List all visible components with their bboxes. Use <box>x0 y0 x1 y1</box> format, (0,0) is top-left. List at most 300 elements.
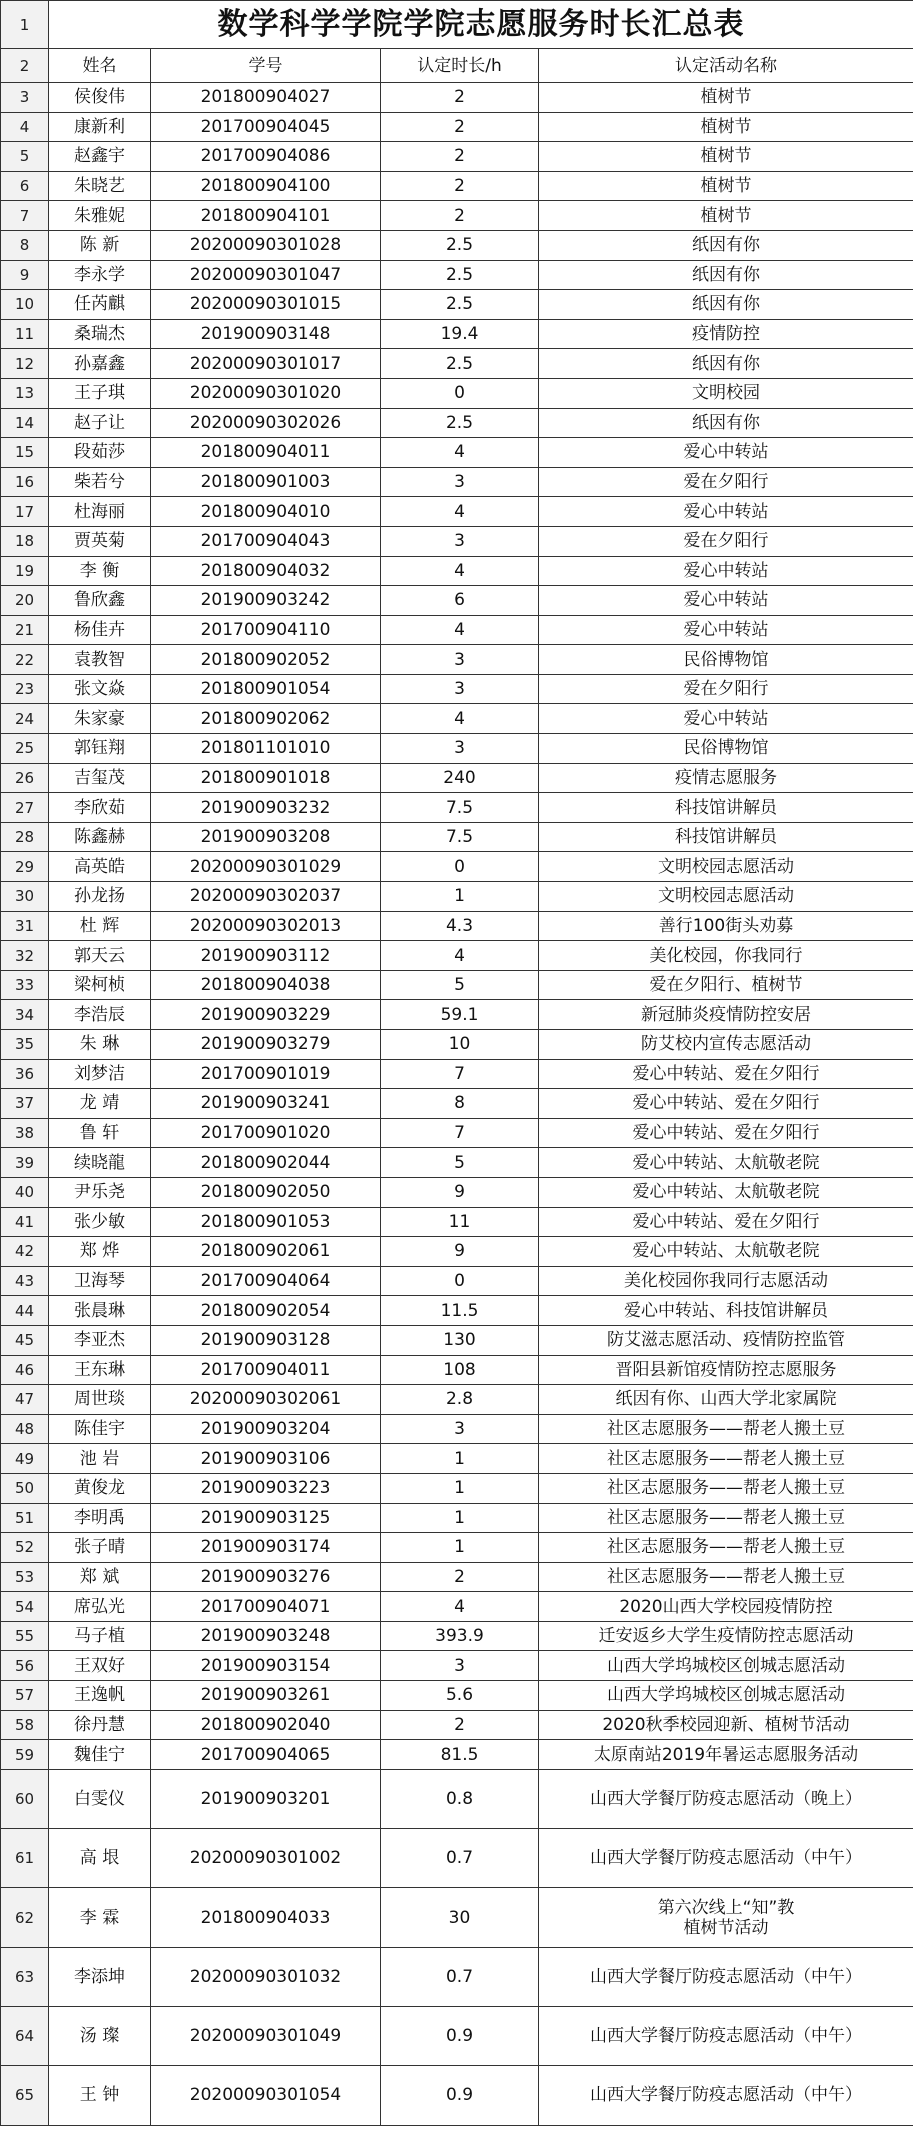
row-number[interactable]: 65 <box>1 2066 49 2125</box>
activity-cell[interactable]: 社区志愿服务——帮老人搬土豆 <box>539 1562 913 1592</box>
name-cell[interactable]: 杜海丽 <box>49 497 151 527</box>
student-id-cell[interactable]: 201900903276 <box>151 1562 381 1592</box>
row-number[interactable]: 54 <box>1 1592 49 1622</box>
row-number[interactable]: 11 <box>1 319 49 349</box>
hours-cell[interactable]: 2 <box>381 171 539 201</box>
name-cell[interactable]: 赵子让 <box>49 408 151 438</box>
activity-cell[interactable]: 爱心中转站 <box>539 497 913 527</box>
student-id-cell[interactable]: 201700901019 <box>151 1059 381 1089</box>
hours-cell[interactable]: 2.8 <box>381 1385 539 1415</box>
row-number[interactable]: 63 <box>1 1947 49 2006</box>
student-id-cell[interactable]: 201900903208 <box>151 822 381 852</box>
row-number[interactable]: 49 <box>1 1444 49 1474</box>
name-cell[interactable]: 徐丹慧 <box>49 1710 151 1740</box>
student-id-cell[interactable]: 20200090301029 <box>151 852 381 882</box>
row-number[interactable]: 28 <box>1 822 49 852</box>
student-id-cell[interactable]: 201800902061 <box>151 1237 381 1267</box>
student-id-cell[interactable]: 201700904043 <box>151 526 381 556</box>
hours-cell[interactable]: 19.4 <box>381 319 539 349</box>
activity-cell[interactable]: 2020秋季校园迎新、植树节活动 <box>539 1710 913 1740</box>
hours-cell[interactable]: 3 <box>381 1414 539 1444</box>
student-id-cell[interactable]: 201900903174 <box>151 1533 381 1563</box>
student-id-cell[interactable]: 201800904033 <box>151 1888 381 1947</box>
hours-cell[interactable]: 2.5 <box>381 408 539 438</box>
hours-cell[interactable]: 130 <box>381 1325 539 1355</box>
hours-cell[interactable]: 2.5 <box>381 349 539 379</box>
hours-cell[interactable]: 0 <box>381 852 539 882</box>
name-cell[interactable]: 段茹莎 <box>49 438 151 468</box>
student-id-cell[interactable]: 20200090301017 <box>151 349 381 379</box>
student-id-cell[interactable]: 20200090301028 <box>151 230 381 260</box>
row-number[interactable]: 43 <box>1 1266 49 1296</box>
row-number[interactable]: 55 <box>1 1621 49 1651</box>
name-cell[interactable]: 袁教智 <box>49 645 151 675</box>
row-number[interactable]: 17 <box>1 497 49 527</box>
hours-cell[interactable]: 3 <box>381 645 539 675</box>
hours-cell[interactable]: 2.5 <box>381 230 539 260</box>
name-cell[interactable]: 高 垠 <box>49 1829 151 1888</box>
hours-cell[interactable]: 10 <box>381 1030 539 1060</box>
row-number[interactable]: 15 <box>1 438 49 468</box>
student-id-cell[interactable]: 201900903241 <box>151 1089 381 1119</box>
student-id-cell[interactable]: 201700904011 <box>151 1355 381 1385</box>
student-id-cell[interactable]: 201900903148 <box>151 319 381 349</box>
name-cell[interactable]: 白雯仪 <box>49 1769 151 1828</box>
name-cell[interactable]: 赵鑫宇 <box>49 142 151 172</box>
activity-cell[interactable]: 第六次线上“知”教 植树节活动 <box>539 1888 913 1947</box>
student-id-cell[interactable]: 201800901054 <box>151 674 381 704</box>
name-cell[interactable]: 朱家豪 <box>49 704 151 734</box>
activity-cell[interactable]: 爱在夕阳行 <box>539 467 913 497</box>
name-cell[interactable]: 续晓龍 <box>49 1148 151 1178</box>
name-cell[interactable]: 高英皓 <box>49 852 151 882</box>
activity-cell[interactable]: 2020山西大学校园疫情防控 <box>539 1592 913 1622</box>
hours-cell[interactable]: 4 <box>381 704 539 734</box>
row-number[interactable]: 6 <box>1 171 49 201</box>
row-number[interactable]: 64 <box>1 2007 49 2066</box>
activity-cell[interactable]: 文明校园 <box>539 378 913 408</box>
hours-cell[interactable]: 81.5 <box>381 1740 539 1770</box>
row-number[interactable]: 51 <box>1 1503 49 1533</box>
activity-cell[interactable]: 植树节 <box>539 142 913 172</box>
student-id-cell[interactable]: 201800902040 <box>151 1710 381 1740</box>
activity-cell[interactable]: 社区志愿服务——帮老人搬土豆 <box>539 1444 913 1474</box>
row-number[interactable]: 56 <box>1 1651 49 1681</box>
activity-cell[interactable]: 纸因有你 <box>539 290 913 320</box>
activity-cell[interactable]: 防艾校内宣传志愿活动 <box>539 1030 913 1060</box>
student-id-cell[interactable]: 201800901018 <box>151 763 381 793</box>
name-cell[interactable]: 池 岩 <box>49 1444 151 1474</box>
activity-cell[interactable]: 纸因有你 <box>539 260 913 290</box>
activity-cell[interactable]: 爱心中转站、爱在夕阳行 <box>539 1118 913 1148</box>
row-number[interactable]: 13 <box>1 378 49 408</box>
student-id-cell[interactable]: 20200090301054 <box>151 2066 381 2125</box>
hours-cell[interactable]: 8 <box>381 1089 539 1119</box>
student-id-cell[interactable]: 20200090301002 <box>151 1829 381 1888</box>
hours-cell[interactable]: 7.5 <box>381 822 539 852</box>
name-cell[interactable]: 李 霖 <box>49 1888 151 1947</box>
row-number[interactable]: 4 <box>1 112 49 142</box>
row-number[interactable]: 48 <box>1 1414 49 1444</box>
row-number[interactable]: 9 <box>1 260 49 290</box>
activity-cell[interactable]: 疫情志愿服务 <box>539 763 913 793</box>
hours-cell[interactable]: 7.5 <box>381 793 539 823</box>
student-id-cell[interactable]: 201800902054 <box>151 1296 381 1326</box>
activity-cell[interactable]: 爱在夕阳行、植树节 <box>539 970 913 1000</box>
row-number[interactable]: 45 <box>1 1325 49 1355</box>
name-cell[interactable]: 龙 靖 <box>49 1089 151 1119</box>
student-id-cell[interactable]: 201900903125 <box>151 1503 381 1533</box>
student-id-cell[interactable]: 201700904064 <box>151 1266 381 1296</box>
activity-cell[interactable]: 纸因有你 <box>539 408 913 438</box>
hours-cell[interactable]: 3 <box>381 1651 539 1681</box>
activity-cell[interactable]: 新冠肺炎疫情防控安居 <box>539 1000 913 1030</box>
name-cell[interactable]: 朱晓艺 <box>49 171 151 201</box>
row-number[interactable]: 42 <box>1 1237 49 1267</box>
name-cell[interactable]: 张文焱 <box>49 674 151 704</box>
header-hours[interactable]: 认定时长/h <box>381 49 539 83</box>
hours-cell[interactable]: 2.5 <box>381 290 539 320</box>
sheet-title[interactable]: 数学科学学院学院志愿服务时长汇总表 <box>49 1 913 49</box>
name-cell[interactable]: 李亚杰 <box>49 1325 151 1355</box>
hours-cell[interactable]: 393.9 <box>381 1621 539 1651</box>
student-id-cell[interactable]: 201900903261 <box>151 1681 381 1711</box>
name-cell[interactable]: 张晨琳 <box>49 1296 151 1326</box>
name-cell[interactable]: 王东琳 <box>49 1355 151 1385</box>
activity-cell[interactable]: 山西大学餐厅防疫志愿活动（中午） <box>539 1829 913 1888</box>
name-cell[interactable]: 鲁 轩 <box>49 1118 151 1148</box>
row-number[interactable]: 1 <box>1 1 49 49</box>
student-id-cell[interactable]: 201900903128 <box>151 1325 381 1355</box>
row-number[interactable]: 61 <box>1 1829 49 1888</box>
activity-cell[interactable]: 文明校园志愿活动 <box>539 852 913 882</box>
activity-cell[interactable]: 爱心中转站、爱在夕阳行 <box>539 1059 913 1089</box>
activity-cell[interactable]: 美化校园，你我同行 <box>539 941 913 971</box>
hours-cell[interactable]: 1 <box>381 1473 539 1503</box>
hours-cell[interactable]: 2 <box>381 201 539 231</box>
hours-cell[interactable]: 0.8 <box>381 1769 539 1828</box>
activity-cell[interactable]: 植树节 <box>539 201 913 231</box>
student-id-cell[interactable]: 201801101010 <box>151 734 381 764</box>
name-cell[interactable]: 桑瑞杰 <box>49 319 151 349</box>
name-cell[interactable]: 周世琰 <box>49 1385 151 1415</box>
name-cell[interactable]: 杜 辉 <box>49 911 151 941</box>
student-id-cell[interactable]: 201800904100 <box>151 171 381 201</box>
student-id-cell[interactable]: 20200090301049 <box>151 2007 381 2066</box>
activity-cell[interactable]: 爱心中转站 <box>539 615 913 645</box>
activity-cell[interactable]: 山西大学餐厅防疫志愿活动（晚上） <box>539 1769 913 1828</box>
activity-cell[interactable]: 社区志愿服务——帮老人搬土豆 <box>539 1533 913 1563</box>
hours-cell[interactable]: 4 <box>381 497 539 527</box>
student-id-cell[interactable]: 201800904010 <box>151 497 381 527</box>
student-id-cell[interactable]: 20200090302013 <box>151 911 381 941</box>
activity-cell[interactable]: 美化校园你我同行志愿活动 <box>539 1266 913 1296</box>
row-number[interactable]: 62 <box>1 1888 49 1947</box>
row-number[interactable]: 27 <box>1 793 49 823</box>
hours-cell[interactable]: 9 <box>381 1237 539 1267</box>
activity-cell[interactable]: 植树节 <box>539 171 913 201</box>
hours-cell[interactable]: 2.5 <box>381 260 539 290</box>
name-cell[interactable]: 张少敏 <box>49 1207 151 1237</box>
activity-cell[interactable]: 爱在夕阳行 <box>539 526 913 556</box>
student-id-cell[interactable]: 201900903229 <box>151 1000 381 1030</box>
row-number[interactable]: 31 <box>1 911 49 941</box>
student-id-cell[interactable]: 201900903248 <box>151 1621 381 1651</box>
student-id-cell[interactable]: 201900903154 <box>151 1651 381 1681</box>
row-number[interactable]: 16 <box>1 467 49 497</box>
hours-cell[interactable]: 4 <box>381 615 539 645</box>
row-number[interactable]: 19 <box>1 556 49 586</box>
row-number[interactable]: 14 <box>1 408 49 438</box>
hours-cell[interactable]: 4 <box>381 438 539 468</box>
name-cell[interactable]: 魏佳宁 <box>49 1740 151 1770</box>
student-id-cell[interactable]: 20200090301047 <box>151 260 381 290</box>
name-cell[interactable]: 李明禹 <box>49 1503 151 1533</box>
row-number[interactable]: 60 <box>1 1769 49 1828</box>
name-cell[interactable]: 梁柯桢 <box>49 970 151 1000</box>
hours-cell[interactable]: 1 <box>381 882 539 912</box>
student-id-cell[interactable]: 201700904065 <box>151 1740 381 1770</box>
student-id-cell[interactable]: 20200090302061 <box>151 1385 381 1415</box>
row-number[interactable]: 24 <box>1 704 49 734</box>
row-number[interactable]: 39 <box>1 1148 49 1178</box>
name-cell[interactable]: 刘梦洁 <box>49 1059 151 1089</box>
student-id-cell[interactable]: 201900903232 <box>151 793 381 823</box>
activity-cell[interactable]: 社区志愿服务——帮老人搬土豆 <box>539 1503 913 1533</box>
header-activity[interactable]: 认定活动名称 <box>539 49 913 83</box>
activity-cell[interactable]: 疫情防控 <box>539 319 913 349</box>
row-number[interactable]: 3 <box>1 83 49 113</box>
student-id-cell[interactable]: 201800902044 <box>151 1148 381 1178</box>
student-id-cell[interactable]: 201900903204 <box>151 1414 381 1444</box>
hours-cell[interactable]: 5 <box>381 1148 539 1178</box>
name-cell[interactable]: 李 衡 <box>49 556 151 586</box>
row-number[interactable]: 21 <box>1 615 49 645</box>
activity-cell[interactable]: 山西大学餐厅防疫志愿活动（中午） <box>539 2066 913 2125</box>
row-number[interactable]: 50 <box>1 1473 49 1503</box>
row-number[interactable]: 40 <box>1 1177 49 1207</box>
name-cell[interactable]: 王 钟 <box>49 2066 151 2125</box>
name-cell[interactable]: 席弘光 <box>49 1592 151 1622</box>
row-number[interactable]: 52 <box>1 1533 49 1563</box>
hours-cell[interactable]: 11 <box>381 1207 539 1237</box>
student-id-cell[interactable]: 201700904086 <box>151 142 381 172</box>
student-id-cell[interactable]: 201900903279 <box>151 1030 381 1060</box>
name-cell[interactable]: 贾英菊 <box>49 526 151 556</box>
student-id-cell[interactable]: 20200090302026 <box>151 408 381 438</box>
row-number[interactable]: 20 <box>1 586 49 616</box>
hours-cell[interactable]: 240 <box>381 763 539 793</box>
name-cell[interactable]: 黄俊龙 <box>49 1473 151 1503</box>
student-id-cell[interactable]: 201700904110 <box>151 615 381 645</box>
row-number[interactable]: 2 <box>1 49 49 83</box>
name-cell[interactable]: 陈 新 <box>49 230 151 260</box>
hours-cell[interactable]: 1 <box>381 1444 539 1474</box>
name-cell[interactable]: 吉玺茂 <box>49 763 151 793</box>
hours-cell[interactable]: 0.9 <box>381 2066 539 2125</box>
name-cell[interactable]: 陈佳宇 <box>49 1414 151 1444</box>
name-cell[interactable]: 马子植 <box>49 1621 151 1651</box>
row-number[interactable]: 44 <box>1 1296 49 1326</box>
student-id-cell[interactable]: 201800904101 <box>151 201 381 231</box>
name-cell[interactable]: 李永学 <box>49 260 151 290</box>
student-id-cell[interactable]: 201900903112 <box>151 941 381 971</box>
activity-cell[interactable]: 爱心中转站 <box>539 438 913 468</box>
name-cell[interactable]: 郑 烨 <box>49 1237 151 1267</box>
student-id-cell[interactable]: 201800902062 <box>151 704 381 734</box>
hours-cell[interactable]: 0.9 <box>381 2007 539 2066</box>
name-cell[interactable]: 李欣茹 <box>49 793 151 823</box>
row-number[interactable]: 22 <box>1 645 49 675</box>
activity-cell[interactable]: 山西大学餐厅防疫志愿活动（中午） <box>539 1947 913 2006</box>
row-number[interactable]: 38 <box>1 1118 49 1148</box>
hours-cell[interactable]: 4 <box>381 1592 539 1622</box>
activity-cell[interactable]: 爱在夕阳行 <box>539 674 913 704</box>
activity-cell[interactable]: 社区志愿服务——帮老人搬土豆 <box>539 1414 913 1444</box>
activity-cell[interactable]: 科技馆讲解员 <box>539 793 913 823</box>
hours-cell[interactable]: 0.7 <box>381 1829 539 1888</box>
activity-cell[interactable]: 太原南站2019年暑运志愿服务活动 <box>539 1740 913 1770</box>
row-number[interactable]: 32 <box>1 941 49 971</box>
activity-cell[interactable]: 爱心中转站、太航敬老院 <box>539 1148 913 1178</box>
hours-cell[interactable]: 6 <box>381 586 539 616</box>
activity-cell[interactable]: 爱心中转站、科技馆讲解员 <box>539 1296 913 1326</box>
name-cell[interactable]: 汤 璨 <box>49 2007 151 2066</box>
hours-cell[interactable]: 3 <box>381 526 539 556</box>
name-cell[interactable]: 郑 斌 <box>49 1562 151 1592</box>
name-cell[interactable]: 尹乐尧 <box>49 1177 151 1207</box>
hours-cell[interactable]: 1 <box>381 1533 539 1563</box>
row-number[interactable]: 30 <box>1 882 49 912</box>
row-number[interactable]: 37 <box>1 1089 49 1119</box>
row-number[interactable]: 53 <box>1 1562 49 1592</box>
row-number[interactable]: 57 <box>1 1681 49 1711</box>
activity-cell[interactable]: 民俗博物馆 <box>539 645 913 675</box>
row-number[interactable]: 8 <box>1 230 49 260</box>
student-id-cell[interactable]: 201700901020 <box>151 1118 381 1148</box>
student-id-cell[interactable]: 201800904038 <box>151 970 381 1000</box>
name-cell[interactable]: 鲁欣鑫 <box>49 586 151 616</box>
student-id-cell[interactable]: 201900903242 <box>151 586 381 616</box>
row-number[interactable]: 47 <box>1 1385 49 1415</box>
row-number[interactable]: 29 <box>1 852 49 882</box>
hours-cell[interactable]: 30 <box>381 1888 539 1947</box>
activity-cell[interactable]: 爱心中转站 <box>539 586 913 616</box>
name-cell[interactable]: 郭钰翔 <box>49 734 151 764</box>
hours-cell[interactable]: 2 <box>381 112 539 142</box>
name-cell[interactable]: 朱 琳 <box>49 1030 151 1060</box>
activity-cell[interactable]: 社区志愿服务——帮老人搬土豆 <box>539 1473 913 1503</box>
hours-cell[interactable]: 4 <box>381 556 539 586</box>
hours-cell[interactable]: 9 <box>381 1177 539 1207</box>
name-cell[interactable]: 柴若兮 <box>49 467 151 497</box>
student-id-cell[interactable]: 201800901003 <box>151 467 381 497</box>
student-id-cell[interactable]: 201900903201 <box>151 1769 381 1828</box>
student-id-cell[interactable]: 201800904011 <box>151 438 381 468</box>
hours-cell[interactable]: 108 <box>381 1355 539 1385</box>
student-id-cell[interactable]: 201800904032 <box>151 556 381 586</box>
student-id-cell[interactable]: 201800901053 <box>151 1207 381 1237</box>
row-number[interactable]: 25 <box>1 734 49 764</box>
activity-cell[interactable]: 民俗博物馆 <box>539 734 913 764</box>
student-id-cell[interactable]: 201800902052 <box>151 645 381 675</box>
name-cell[interactable]: 侯俊伟 <box>49 83 151 113</box>
hours-cell[interactable]: 2 <box>381 1562 539 1592</box>
student-id-cell[interactable]: 201900903106 <box>151 1444 381 1474</box>
activity-cell[interactable]: 山西大学坞城校区创城志愿活动 <box>539 1681 913 1711</box>
activity-cell[interactable]: 植树节 <box>539 83 913 113</box>
activity-cell[interactable]: 爱心中转站、太航敬老院 <box>539 1177 913 1207</box>
hours-cell[interactable]: 5.6 <box>381 1681 539 1711</box>
row-number[interactable]: 18 <box>1 526 49 556</box>
name-cell[interactable]: 孙龙扬 <box>49 882 151 912</box>
hours-cell[interactable]: 5 <box>381 970 539 1000</box>
activity-cell[interactable]: 善行100街头劝募 <box>539 911 913 941</box>
activity-cell[interactable]: 迁安返乡大学生疫情防控志愿活动 <box>539 1621 913 1651</box>
activity-cell[interactable]: 山西大学坞城校区创城志愿活动 <box>539 1651 913 1681</box>
student-id-cell[interactable]: 20200090301032 <box>151 1947 381 2006</box>
hours-cell[interactable]: 0 <box>381 1266 539 1296</box>
hours-cell[interactable]: 11.5 <box>381 1296 539 1326</box>
student-id-cell[interactable]: 201800904027 <box>151 83 381 113</box>
student-id-cell[interactable]: 201900903223 <box>151 1473 381 1503</box>
hours-cell[interactable]: 2 <box>381 83 539 113</box>
activity-cell[interactable]: 防艾滋志愿活动、疫情防控监管 <box>539 1325 913 1355</box>
name-cell[interactable]: 康新利 <box>49 112 151 142</box>
activity-cell[interactable]: 山西大学餐厅防疫志愿活动（中午） <box>539 2007 913 2066</box>
student-id-cell[interactable]: 201800902050 <box>151 1177 381 1207</box>
name-cell[interactable]: 陈鑫赫 <box>49 822 151 852</box>
activity-cell[interactable]: 爱心中转站、爱在夕阳行 <box>539 1089 913 1119</box>
hours-cell[interactable]: 3 <box>381 467 539 497</box>
hours-cell[interactable]: 3 <box>381 734 539 764</box>
hours-cell[interactable]: 1 <box>381 1503 539 1533</box>
activity-cell[interactable]: 纸因有你 <box>539 349 913 379</box>
row-number[interactable]: 5 <box>1 142 49 172</box>
name-cell[interactable]: 王子琪 <box>49 378 151 408</box>
hours-cell[interactable]: 59.1 <box>381 1000 539 1030</box>
row-number[interactable]: 23 <box>1 674 49 704</box>
activity-cell[interactable]: 晋阳县新馆疫情防控志愿服务 <box>539 1355 913 1385</box>
hours-cell[interactable]: 4 <box>381 941 539 971</box>
activity-cell[interactable]: 爱心中转站 <box>539 704 913 734</box>
hours-cell[interactable]: 0.7 <box>381 1947 539 2006</box>
activity-cell[interactable]: 科技馆讲解员 <box>539 822 913 852</box>
name-cell[interactable]: 郭天云 <box>49 941 151 971</box>
row-number[interactable]: 26 <box>1 763 49 793</box>
name-cell[interactable]: 李添坤 <box>49 1947 151 2006</box>
row-number[interactable]: 7 <box>1 201 49 231</box>
activity-cell[interactable]: 植树节 <box>539 112 913 142</box>
name-cell[interactable]: 孙嘉鑫 <box>49 349 151 379</box>
header-student-id[interactable]: 学号 <box>151 49 381 83</box>
student-id-cell[interactable]: 201700904071 <box>151 1592 381 1622</box>
name-cell[interactable]: 王双好 <box>49 1651 151 1681</box>
name-cell[interactable]: 卫海琴 <box>49 1266 151 1296</box>
name-cell[interactable]: 张子晴 <box>49 1533 151 1563</box>
row-number[interactable]: 41 <box>1 1207 49 1237</box>
hours-cell[interactable]: 7 <box>381 1118 539 1148</box>
row-number[interactable]: 35 <box>1 1030 49 1060</box>
activity-cell[interactable]: 爱心中转站、太航敬老院 <box>539 1237 913 1267</box>
name-cell[interactable]: 李浩辰 <box>49 1000 151 1030</box>
name-cell[interactable]: 任芮麒 <box>49 290 151 320</box>
row-number[interactable]: 46 <box>1 1355 49 1385</box>
row-number[interactable]: 59 <box>1 1740 49 1770</box>
name-cell[interactable]: 王逸帆 <box>49 1681 151 1711</box>
activity-cell[interactable]: 爱心中转站 <box>539 556 913 586</box>
hours-cell[interactable]: 0 <box>381 378 539 408</box>
